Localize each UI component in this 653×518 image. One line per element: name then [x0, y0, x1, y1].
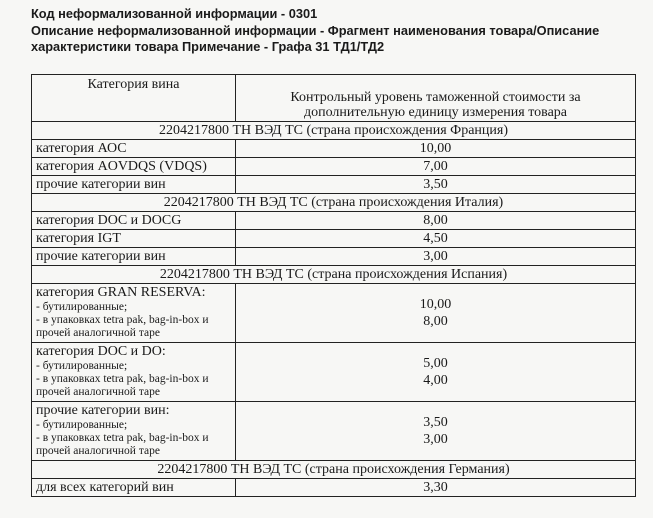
- section-title-germany: 2204217800 ТН ВЭД ТС (страна происхождения Германия): [32, 461, 636, 479]
- table-row: [32, 230, 636, 248]
- value-line: 4,00: [423, 373, 448, 388]
- info-code-line: Код неформализованной информации - 0301: [31, 6, 318, 21]
- info-description-line: Описание неформализованной информации - Фрагмент наименования товара/Описание: [31, 22, 600, 38]
- section-row-france: [32, 122, 636, 140]
- table-row: [32, 176, 636, 194]
- table-row: [32, 479, 636, 497]
- section-row-germany: [32, 461, 636, 479]
- table-row: [32, 402, 636, 461]
- category-title: прочие категории вин:: [36, 403, 170, 418]
- category-sub: - бутилированные;: [36, 360, 128, 372]
- section-row-italy: [32, 194, 636, 212]
- category-title: категория DOC и DO:: [36, 344, 166, 359]
- category-sub: - в упаковках tetra pak, bag-in-box и: [36, 373, 209, 385]
- value-line: 3,50: [423, 415, 448, 430]
- info-description-line-2: характеристики товара Примечание - Графа 31 ТД1/ТД2: [31, 39, 385, 54]
- customs-value-table: [31, 74, 636, 497]
- category-sub: - в упаковках tetra pak, bag-in-box и: [36, 432, 209, 444]
- section-row-spain: [32, 266, 636, 284]
- value-cell: 8,00: [236, 212, 636, 230]
- category-sub: - бутилированные;: [36, 301, 128, 313]
- section-title-france: 2204217800 ТН ВЭД ТС (страна происхождения Франция): [32, 122, 636, 140]
- category-sub: - бутилированные;: [36, 419, 128, 431]
- category-cell: [32, 343, 236, 402]
- table-row: [32, 140, 636, 158]
- value-line: 8,00: [423, 314, 448, 329]
- value-cell: [236, 343, 636, 402]
- table-row: [32, 158, 636, 176]
- value-cell: 3,00: [236, 248, 636, 266]
- column-header-value: [236, 75, 636, 122]
- column-header-value-line1: Контрольный уровень таможенной стоимости за: [290, 90, 581, 105]
- value-cell: 10,00: [236, 140, 636, 158]
- category-title: категория GRAN RESERVA:: [36, 285, 206, 300]
- column-header-value-line2: дополнительную единицу измерения товара: [304, 105, 567, 120]
- category-cell: категория АОС: [32, 140, 236, 158]
- table-row: [32, 284, 636, 343]
- category-cell: категория DOC и DOCG: [32, 212, 236, 230]
- table-row: [32, 212, 636, 230]
- value-cell: 4,50: [236, 230, 636, 248]
- value-line: 3,00: [423, 432, 448, 447]
- section-title-spain: 2204217800 ТН ВЭД ТС (страна происхождения Испания): [32, 266, 636, 284]
- category-cell: категория IGT: [32, 230, 236, 248]
- category-cell: прочие категории вин: [32, 176, 236, 194]
- value-line: 5,00: [423, 356, 448, 371]
- value-line: 10,00: [419, 297, 452, 312]
- category-sub: прочей аналогичной таре: [36, 386, 160, 398]
- column-header-category: Категория вина: [32, 75, 236, 122]
- table-row: [32, 248, 636, 266]
- table-header-row: [32, 75, 636, 122]
- category-cell: прочие категории вин: [32, 248, 236, 266]
- section-title-italy: 2204217800 ТН ВЭД ТС (страна происхождения Италия): [32, 194, 636, 212]
- document-header: [31, 6, 631, 55]
- category-cell: для всех категорий вин: [32, 479, 236, 497]
- table-row: [32, 343, 636, 402]
- category-sub: прочей аналогичной таре: [36, 327, 160, 339]
- category-cell: категория AOVDQS (VDQS): [32, 158, 236, 176]
- value-cell: 3,30: [236, 479, 636, 497]
- value-cell: 3,50: [236, 176, 636, 194]
- value-cell: 7,00: [236, 158, 636, 176]
- category-cell: [32, 284, 236, 343]
- value-cell: [236, 284, 636, 343]
- value-cell: [236, 402, 636, 461]
- category-sub: - в упаковках tetra pak, bag-in-box и: [36, 314, 209, 326]
- category-sub: прочей аналогичной таре: [36, 445, 160, 457]
- category-cell: [32, 402, 236, 461]
